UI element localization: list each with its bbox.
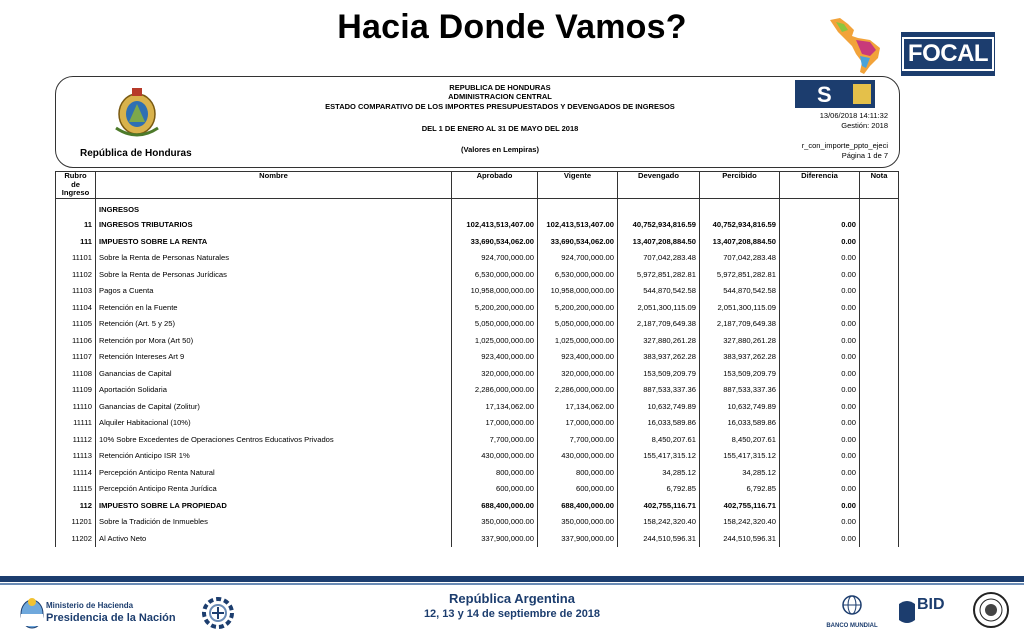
cell-vigente: 337,900,000.00 [538, 530, 618, 547]
table-row [56, 415, 899, 432]
cell-vigente: 17,134,062.00 [538, 398, 618, 415]
cell-nota [860, 233, 899, 250]
cell-code: 11 [56, 217, 96, 234]
cell-nota [860, 217, 899, 234]
cell-devengado: 153,509,209.79 [618, 365, 700, 382]
cell-aprobado: 337,900,000.00 [452, 530, 538, 547]
cell-name: Percepción Anticipo Renta Natural [96, 464, 452, 481]
cell-vigente: 1,025,000,000.00 [538, 332, 618, 349]
cell-aprobado: 350,000,000.00 [452, 514, 538, 531]
cell-devengado: 2,051,300,115.09 [618, 299, 700, 316]
table-row [56, 332, 899, 349]
cell-diferencia: 0.00 [780, 283, 860, 300]
col-devengado: Devengado [618, 172, 700, 199]
cell-percibido: 402,755,116.71 [700, 497, 780, 514]
table-row [56, 530, 899, 547]
cell-code: 11101 [56, 250, 96, 267]
report-gestion: Gestión: 2018 [841, 121, 888, 130]
cell-aprobado: 1,025,000,000.00 [452, 332, 538, 349]
cell-aprobado: 7,700,000.00 [452, 431, 538, 448]
slide-title: Hacia Donde Vamos? [337, 8, 687, 46]
cell-devengado: 544,870,542.58 [618, 283, 700, 300]
cell-vigente: 350,000,000.00 [538, 514, 618, 531]
cell-aprobado: 800,000.00 [452, 464, 538, 481]
cell-vigente: 6,530,000,000.00 [538, 266, 618, 283]
ministry-line1: Ministerio de Hacienda [46, 601, 134, 610]
table-row [56, 299, 899, 316]
cell-diferencia: 0.00 [780, 332, 860, 349]
cell-diferencia: 0.00 [780, 382, 860, 399]
cell-name: IMPUESTO SOBRE LA PROPIEDAD [96, 497, 452, 514]
cell-diferencia: 0.00 [780, 316, 860, 333]
cell-code: 11114 [56, 464, 96, 481]
cell-percibido: 2,051,300,115.09 [700, 299, 780, 316]
cell-nota [860, 448, 899, 465]
cell-diferencia: 0.00 [780, 530, 860, 547]
cell-name: Retención Anticipo ISR 1% [96, 448, 452, 465]
cell-vigente: 600,000.00 [538, 481, 618, 498]
cell-devengado: 8,450,207.61 [618, 431, 700, 448]
cell-devengado: 155,417,315.12 [618, 448, 700, 465]
cell-code: 11105 [56, 316, 96, 333]
focal-logo [901, 32, 995, 76]
cell-code: 11103 [56, 283, 96, 300]
cell-percibido: 34,285.12 [700, 464, 780, 481]
report-timestamp: 13/06/2018 14:11:32 [819, 111, 888, 120]
cell-aprobado: 430,000,000.00 [452, 448, 538, 465]
table-row [56, 448, 899, 465]
cell-percibido: 2,187,709,649.38 [700, 316, 780, 333]
cell-vigente: 7,700,000.00 [538, 431, 618, 448]
cell-diferencia: 0.00 [780, 250, 860, 267]
cell-percibido: 155,417,315.12 [700, 448, 780, 465]
sefin-logo [795, 80, 875, 108]
cell-nota [860, 250, 899, 267]
cell-aprobado: 17,134,062.00 [452, 398, 538, 415]
cell-code: 11201 [56, 514, 96, 531]
cell-diferencia: 0.00 [780, 398, 860, 415]
report-page: Página 1 de 7 [841, 151, 888, 160]
footer-bar-accent [0, 583, 1024, 585]
focal-logo-text: FOCAL [902, 37, 994, 71]
cell-diferencia: 0.00 [780, 365, 860, 382]
cell-devengado: 244,510,596.31 [618, 530, 700, 547]
honduras-crest-icon [108, 84, 166, 144]
table-row [56, 266, 899, 283]
cell-code: 11115 [56, 481, 96, 498]
cell-vigente: 320,000,000.00 [538, 365, 618, 382]
cell-nota [860, 283, 899, 300]
cell-diferencia: 0.00 [780, 464, 860, 481]
report-line1: REPUBLICA DE HONDURAS [449, 83, 551, 92]
cell-devengado: 707,042,283.48 [618, 250, 700, 267]
cell-aprobado: 17,000,000.00 [452, 415, 538, 432]
cell-name: Pagos a Cuenta [96, 283, 452, 300]
col-vigente: Vigente [538, 172, 618, 199]
cell-vigente: 924,700,000.00 [538, 250, 618, 267]
cell-nota [860, 398, 899, 415]
cell-aprobado: 924,700,000.00 [452, 250, 538, 267]
cell-nota [860, 415, 899, 432]
cell-vigente: 17,000,000.00 [538, 415, 618, 432]
table-row [56, 217, 899, 234]
cell-percibido: 158,242,320.40 [700, 514, 780, 531]
footer-dates: 12, 13 y 14 de septiembre de 2018 [423, 608, 601, 620]
table-row [56, 514, 899, 531]
cell-aprobado: 102,413,513,407.00 [452, 217, 538, 234]
cell-devengado: 158,242,320.40 [618, 514, 700, 531]
cell-code: 11109 [56, 382, 96, 399]
table-row [56, 464, 899, 481]
cell-devengado: 327,880,261.28 [618, 332, 700, 349]
cell-vigente: 2,286,000,000.00 [538, 382, 618, 399]
col-nombre: Nombre [96, 172, 452, 199]
cell-name: Sobre la Renta de Personas Jurídicas [96, 266, 452, 283]
cell-diferencia: 0.00 [780, 266, 860, 283]
cell-name: Percepción Anticipo Renta Jurídica [96, 481, 452, 498]
cell-code: 11111 [56, 415, 96, 432]
cell-percibido: 544,870,542.58 [700, 283, 780, 300]
cell-percibido: 16,033,589.86 [700, 415, 780, 432]
cell-name: Retención Intereses Art 9 [96, 349, 452, 366]
col-aprobado: Aprobado [452, 172, 538, 199]
report-line3: ESTADO COMPARATIVO DE LOS IMPORTES PRESUPUESTADOS Y DEVENGADOS DE INGRESOS [325, 102, 675, 111]
cell-nota [860, 365, 899, 382]
cell-aprobado: 5,050,000,000.00 [452, 316, 538, 333]
col-percibido: Percibido [700, 172, 780, 199]
cell-nota [860, 514, 899, 531]
cell-devengado: 40,752,934,816.59 [618, 217, 700, 234]
table-row [56, 316, 899, 333]
ingresos-table [55, 171, 899, 547]
cell-diferencia: 0.00 [780, 448, 860, 465]
cell-code: 11110 [56, 398, 96, 415]
cell-diferencia: 0.00 [780, 299, 860, 316]
cell-diferencia: 0.00 [780, 349, 860, 366]
cell-percibido: 327,880,261.28 [700, 332, 780, 349]
cell-vigente: 688,400,000.00 [538, 497, 618, 514]
cell-vigente: 102,413,513,407.00 [538, 217, 618, 234]
sefin-logo-text: S [817, 82, 832, 107]
cell-devengado: 5,972,851,282.81 [618, 266, 700, 283]
cell-percibido: 8,450,207.61 [700, 431, 780, 448]
cell-nota [860, 481, 899, 498]
cell-percibido: 6,792.85 [700, 481, 780, 498]
cell-diferencia: 0.00 [780, 497, 860, 514]
cell-devengado: 10,632,749.89 [618, 398, 700, 415]
cell-name: Aportación Solidaria [96, 382, 452, 399]
cell-code: 11202 [56, 530, 96, 547]
cell-nota [860, 431, 899, 448]
cell-diferencia: 0.00 [780, 514, 860, 531]
cell-aprobado: 688,400,000.00 [452, 497, 538, 514]
table-row [56, 365, 899, 382]
cell-vigente: 10,958,000,000.00 [538, 283, 618, 300]
report-period: DEL 1 DE ENERO AL 31 DE MAYO DEL 2018 [421, 124, 579, 133]
cell-vigente: 800,000.00 [538, 464, 618, 481]
cell-nota [860, 349, 899, 366]
cell-diferencia: 0.00 [780, 415, 860, 432]
cell-percibido: 40,752,934,816.59 [700, 217, 780, 234]
cell-aprobado: 2,286,000,000.00 [452, 382, 538, 399]
cell-devengado: 383,937,262.28 [618, 349, 700, 366]
globe-icon [841, 594, 863, 616]
report-line2: ADMINISTRACION CENTRAL [448, 92, 552, 101]
cell-name: Ganancias de Capital [96, 365, 452, 382]
cell-aprobado: 10,958,000,000.00 [452, 283, 538, 300]
cell-nota [860, 464, 899, 481]
imf-seal-icon [972, 591, 1010, 629]
table-row [56, 233, 899, 250]
table-row [56, 481, 899, 498]
table-row [56, 431, 899, 448]
cell-percibido: 707,042,283.48 [700, 250, 780, 267]
cell-name: Retención (Art. 5 y 25) [96, 316, 452, 333]
table-row [56, 283, 899, 300]
latin-america-map-icon [826, 14, 888, 76]
table-section-row [56, 198, 899, 217]
footer-event: República Argentina [449, 591, 575, 606]
cell-vigente: 923,400,000.00 [538, 349, 618, 366]
report-units: (Valores en Lempiras) [461, 145, 539, 154]
cell-name: Ganancias de Capital (Zolitur) [96, 398, 452, 415]
cell-aprobado: 923,400,000.00 [452, 349, 538, 366]
cell-nota [860, 266, 899, 283]
cell-devengado: 34,285.12 [618, 464, 700, 481]
col-rubro: Rubro de Ingreso [56, 172, 96, 199]
cell-percibido: 244,510,596.31 [700, 530, 780, 547]
cell-aprobado: 320,000,000.00 [452, 365, 538, 382]
ministry-line2: Presidencia de la Nación [46, 612, 176, 624]
col-nota: Nota [860, 172, 899, 199]
cell-devengado: 402,755,116.71 [618, 497, 700, 514]
cell-nota [860, 332, 899, 349]
cell-diferencia: 0.00 [780, 481, 860, 498]
cell-code: 11104 [56, 299, 96, 316]
cell-vigente: 430,000,000.00 [538, 448, 618, 465]
cell-devengado: 6,792.85 [618, 481, 700, 498]
cell-nota [860, 497, 899, 514]
cell-vigente: 33,690,534,062.00 [538, 233, 618, 250]
cell-vigente: 5,200,200,000.00 [538, 299, 618, 316]
table-header-row [56, 172, 899, 199]
cell-code: 11112 [56, 431, 96, 448]
cell-devengado: 887,533,337.36 [618, 382, 700, 399]
cell-code: 11108 [56, 365, 96, 382]
cell-nota [860, 316, 899, 333]
cell-name: Alquiler Habitacional (10%) [96, 415, 452, 432]
cell-devengado: 2,187,709,649.38 [618, 316, 700, 333]
cell-code: 11106 [56, 332, 96, 349]
cell-name: Al Activo Neto [96, 530, 452, 547]
cell-code: 11102 [56, 266, 96, 283]
cell-aprobado: 6,530,000,000.00 [452, 266, 538, 283]
cell-name: Retención por Mora (Art 50) [96, 332, 452, 349]
cell-code: 112 [56, 497, 96, 514]
report-id: r_con_importe_ppto_ejeci [801, 141, 888, 150]
cell-name: 10% Sobre Excedentes de Operaciones Centros Educativos Privados [96, 431, 452, 448]
footer-bar [0, 576, 1024, 582]
cell-nota [860, 299, 899, 316]
col-diferencia: Diferencia [780, 172, 860, 199]
cell-vigente: 5,050,000,000.00 [538, 316, 618, 333]
cell-name: INGRESOS TRIBUTARIOS [96, 217, 452, 234]
cell-nota [860, 530, 899, 547]
table-row [56, 497, 899, 514]
table-row [56, 398, 899, 415]
cell-percibido: 5,972,851,282.81 [700, 266, 780, 283]
cell-code: 11113 [56, 448, 96, 465]
cell-code: 11107 [56, 349, 96, 366]
section-label: INGRESOS [96, 198, 452, 217]
banco-mundial-logo [822, 594, 882, 630]
cell-nota [860, 382, 899, 399]
cell-code: 111 [56, 233, 96, 250]
cell-aprobado: 33,690,534,062.00 [452, 233, 538, 250]
cell-percibido: 153,509,209.79 [700, 365, 780, 382]
banco-mundial-label: BANCO MUNDIAL [826, 623, 878, 629]
table-row [56, 382, 899, 399]
cell-percibido: 13,407,208,884.50 [700, 233, 780, 250]
table-row [56, 349, 899, 366]
cell-percibido: 383,937,262.28 [700, 349, 780, 366]
cell-diferencia: 0.00 [780, 431, 860, 448]
cell-name: IMPUESTO SOBRE LA RENTA [96, 233, 452, 250]
cell-aprobado: 600,000.00 [452, 481, 538, 498]
cell-devengado: 16,033,589.86 [618, 415, 700, 432]
cell-name: Sobre la Renta de Personas Naturales [96, 250, 452, 267]
table-row [56, 250, 899, 267]
cell-name: Retención en la Fuente [96, 299, 452, 316]
cell-percibido: 10,632,749.89 [700, 398, 780, 415]
cell-diferencia: 0.00 [780, 217, 860, 234]
bid-logo-icon [897, 596, 917, 628]
cell-diferencia: 0.00 [780, 233, 860, 250]
report-country: República de Honduras [80, 148, 192, 159]
cell-name: Sobre la Tradición de Inmuebles [96, 514, 452, 531]
cell-percibido: 887,533,337.36 [700, 382, 780, 399]
cell-devengado: 13,407,208,884.50 [618, 233, 700, 250]
cell-aprobado: 5,200,200,000.00 [452, 299, 538, 316]
bid-label: BID [917, 596, 945, 613]
